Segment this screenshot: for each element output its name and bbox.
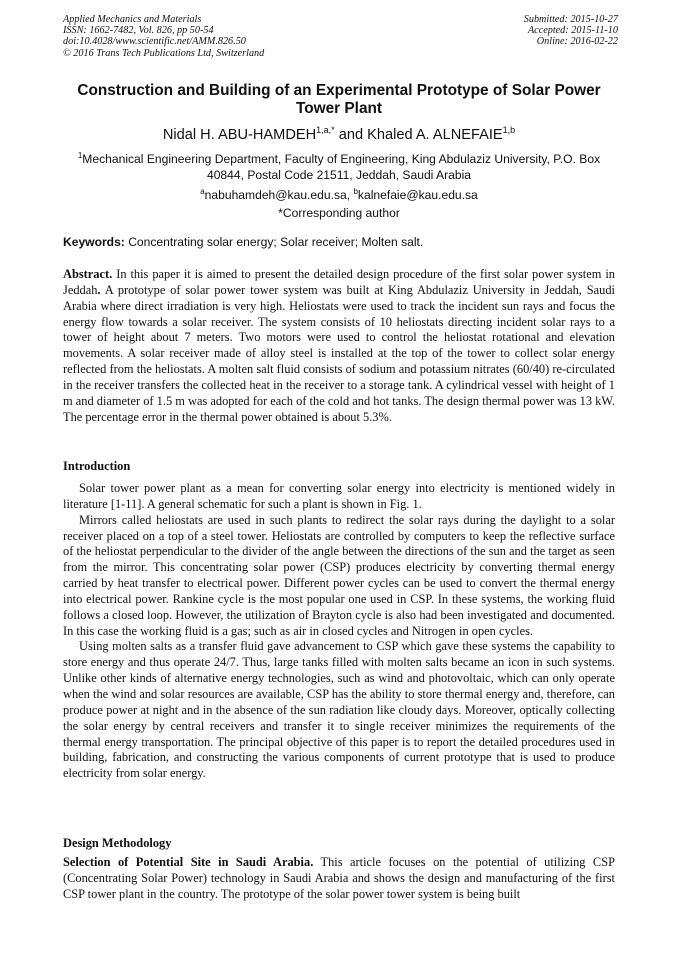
keywords-label: Keywords: (63, 235, 125, 249)
journal-doi: doi:10.4028/www.scientific.net/AMM.826.50 (63, 36, 246, 48)
journal-info (63, 14, 264, 59)
abstract-text: A prototype of solar power tower system was built at King Abdulaziz University in Jeddah, Saudi Arabia where direct irradiation is very high. Heliostats were used to track the incident sun rays and focus the energy flow towards a solar receiver. The system consists of 10 heliostats directing incident solar rays to a tower of height about 7 meters. Two motors were used to control the heliostat rotational and elevation movements. A solar receiver made of alloy steel is installed at the top of the tower to collect solar energy reflected from the heliostats. A molten salt fluid consists of sodium and potassium nitrates (60/40) re-circulated in the receiver transfers the collected heat in the receiver to a storage tank. A cylindrical vessel with height of 1 m and diameter of 1.5 m was adopted for each of the cold and hot tanks. The design thermal power was 13 kW. The percentage error in the thermal power obtained is about 5.3%. (63, 282, 615, 424)
journal-copyright: © 2016 Trans Tech Publications Ltd, Switzerland (63, 47, 265, 59)
paper-title: Construction and Building of an Experimental Prototype of Solar Power Tower Plant (77, 82, 601, 117)
subsection-label: Selection of Potential Site in Saudi Arabia. (63, 855, 314, 869)
submitted-date: Submitted: 2015-10-27 (523, 14, 618, 25)
paragraph: Solar tower power plant as a mean for converting solar energy into electricity is mentioned widely in literature [1-11]. A general schematic for such a plant is shown in Fig. 1. (63, 481, 615, 511)
journal-name: Applied Mechanics and Materials (63, 14, 202, 25)
online-date: Online: 2016-02-22 (536, 36, 618, 48)
abstract (63, 267, 615, 425)
affiliation-text: Mechanical Engineering Department, Faculty of Engineering, King Abdulaziz University, P.O. Box 40844, Postal Code 21511, Jeddah, Saudi Arabia (82, 152, 601, 183)
author-affiliation-marker: 1,b (502, 125, 516, 135)
corresponding-author-note: *Corresponding author (278, 206, 400, 220)
accepted-date: Accepted: 2015-11-10 (527, 25, 618, 37)
submission-dates (524, 14, 618, 48)
author-name: Khaled A. ALNEFAIE (367, 126, 503, 143)
paragraph: Mirrors called heliostats are used in such plants to redirect the solar rays during the daylight to a solar receiver placed on a top of a steel tower. Heliostats are controlled by computers to keep the reflective surface of the heliostat perpendicular to the divider of the angle between the directions of the sun and the target as seen from the mirror. This concentrating solar power (CSP) produces electricity by converting thermal energy carried by heat transfer to electrical power. Different power cycles can be used to convert the thermal energy into electrical power. Rankine cycle is the most popular one used in CSP. In these systems, the working fluid follows a closed loop. However, the utilization of Brayton cycle is also had been investigated and documented. In this case the working fluid is a gas; such as air in closed cycles and Nitrogen in open cycles. (63, 512, 615, 638)
affiliation (60, 148, 618, 183)
journal-issn: ISSN: 1662-7482, Vol. 826, pp 50-54 (63, 25, 214, 37)
author-name: Nidal H. ABU-HAMDEH (162, 126, 317, 143)
abstract-text: In this paper it is aimed to present the detailed design procedure of the first solar power system in Jeddah (63, 267, 615, 297)
author-affiliation-marker: 1,a,* (316, 125, 335, 135)
affiliation-marker: 1 (77, 151, 83, 160)
email-marker: b (353, 187, 358, 196)
email-link[interactable]: nabuhamdeh@kau.edu.sa (204, 188, 347, 203)
section-heading-design-methodology: Design Methodology (63, 836, 172, 850)
abstract-bold-period: . (97, 282, 101, 297)
author-list (60, 121, 618, 144)
author-emails: $^a$nabuhamdeh@kau.edu.sa, $^b$kalnefaie@kau.edu.sa (200, 187, 478, 203)
design-methodology-body (63, 855, 615, 903)
email-marker: a (200, 187, 205, 196)
subsection-text: This article focuses on the potential of utilizing CSP (Concentrating Solar Power) technology in Saudi Arabia and shows the design and manufacturing of the first CSP tower plant in the country. The prototype of the solar power tower system is being built (63, 855, 615, 901)
introduction-body (63, 481, 615, 782)
author-joiner: and (334, 126, 368, 143)
keywords (63, 234, 615, 250)
paragraph: Using molten salts as a transfer fluid gave advancement to CSP which gave these systems the capability to store energy and thus operate 24/7. Thus, large tanks filled with molten salts became an icon in such systems. Unlike other kinds of alternative energy technologies, such as wind and photovoltaic, which can only operate when the wind and solar resources are available, CSP has the ability to store thermal energy and, therefore, can produce power at night and in the absence of the sun radiation like cloudy days. Moreover, optically collecting the solar energy by central receivers and transfer it to single receiver minimizes the requirements of the thermal energy transportation. The principal objective of this paper is to report the detailed procedures used in building, fabrication, and constructing the various components of current prototype that is used to produce electricity from solar energy. (63, 639, 615, 781)
email-link[interactable]: kalnefaie@kau.edu.sa (357, 188, 478, 203)
section-heading-introduction: Introduction (63, 459, 131, 473)
abstract-label: Abstract. (63, 267, 113, 281)
keywords-text: Concentrating solar energy; Solar receiver; Molten salt. (124, 235, 424, 249)
